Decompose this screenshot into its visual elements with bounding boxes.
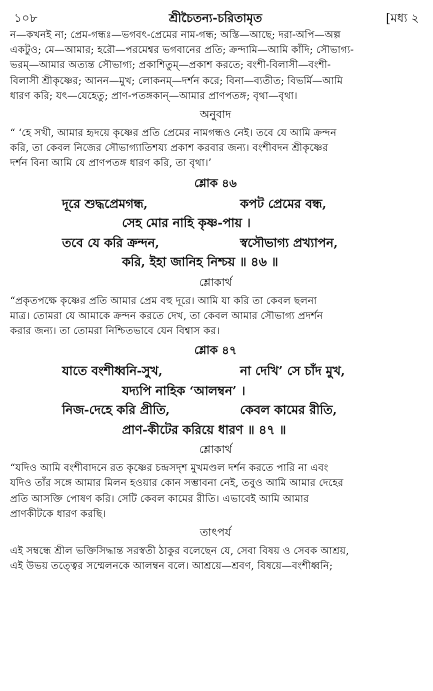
anubad-line: করি, তা কেবল নিজের সৌভাগ্যাতিশয্য প্রকাশ করবার জন্য। বংশীবদন শ্রীকৃষ্ণের bbox=[10, 143, 329, 155]
word-meanings bbox=[10, 28, 421, 104]
verse-line: স্বসৌভাগ্য প্রখ্যাপন, bbox=[240, 234, 338, 250]
translation-line: মাত্র। তোমরা যে আমাকে ক্রন্দন করতে দেখ, তা কেবল আমার সৌভাগ্য প্রদর্শন bbox=[10, 310, 323, 322]
anubad-heading: অনুবাদ bbox=[199, 108, 232, 122]
verse-line: প্রাণ-কীটের করিয়ে ধারণ ॥ ৪৭ ॥ bbox=[122, 421, 287, 437]
anubad-line: “ ‘হে সখী, আমার হৃদয়ে কৃষ্ণের প্রতি প্রেমের নামগন্ধও নেই। তবে যে আমি ক্রন্দন bbox=[10, 128, 337, 140]
translation-line: প্রাণকীটকে ধারণ করছি। bbox=[10, 508, 106, 520]
verse-line: দূরে শুদ্ধপ্রেমগন্ধ, bbox=[62, 195, 148, 211]
shloka-47-verse bbox=[10, 361, 421, 439]
section-label: [মধ্য ২ bbox=[385, 11, 419, 25]
word-meaning-line: ধারণ করি; যৎ—যেহেতু; প্রাণ-পতঙ্গকান্—আমার প্রাণপতঙ্গ; বৃথা—বৃথা। bbox=[10, 90, 298, 102]
verse-line: না দেখি’ সে চাঁদ মুখ, bbox=[240, 363, 346, 379]
translation-line: প্রতি আসক্তি পোষণ করি। সেটি কেবল কামের রীতি। এভাবেই আমি আমার bbox=[10, 493, 309, 505]
translation-line: “যদিও আমি বংশীবাদনে রত কৃষ্ণের চন্দ্রসদৃশ মুখমণ্ডল দর্শন করতে পারি না এবং bbox=[10, 463, 329, 475]
verse-line: সেহ মোর নাহি কৃষ্ণ-পায় । bbox=[122, 215, 251, 231]
shloka-47-heading: শ্লোক ৪৭ bbox=[194, 343, 237, 358]
verse-line: কেবল কামের রীতি, bbox=[240, 402, 337, 418]
verse-line: যাতে বংশীধ্বনি-সুখ, bbox=[62, 363, 163, 379]
shlokartha-46-text bbox=[10, 294, 421, 340]
word-meaning-line: ন—কখনই না; প্রেম-গন্ধঃ—ভগবৎ-প্রেমের নাম-গন্ধ; অস্তি—আছে; দরা-অপি—অল্প bbox=[10, 30, 341, 41]
anubad-line: দর্শন বিনা আমি যে প্রাণপতঙ্গ ধারণ করি, তা বৃথা।’ bbox=[10, 158, 212, 170]
translation-line: “প্রকৃতপক্ষে কৃষ্ণের প্রতি আমার প্রেম বহু দূরে। আমি যা করি তা কেবল ছলনা bbox=[10, 295, 317, 307]
shlokartha-47-heading: শ্লোকার্থ bbox=[199, 443, 232, 457]
word-meaning-line: ভরম্—আমার অত্যন্ত সৌভাগ্য; প্রকাশিতুম্—প্রকাশ করতে; বংশী-বিলাসী—বংশী- bbox=[10, 60, 331, 72]
anubad-text bbox=[10, 126, 421, 172]
page-number: ১০৮ bbox=[14, 11, 38, 25]
word-meaning-line: একটুও; মে—আমার; হরৌ—পরমেশ্বর ভগবানের প্রতি; ক্রন্দামি—আমি কাঁদি; সৌভাগ্য- bbox=[10, 45, 354, 57]
translation-line: যদিও তাঁর সঙ্গে আমার মিলন হওয়ার কোন সম্ভাবনা নেই, তবুও আমি আমার দেহের bbox=[10, 478, 344, 490]
verse-line: কপট প্রেমের বন্ধ, bbox=[240, 195, 327, 211]
shlokartha-46-heading: শ্লোকার্থ bbox=[199, 275, 232, 289]
tatparya-text bbox=[10, 544, 421, 574]
shloka-46-verse bbox=[10, 194, 421, 272]
page-header bbox=[10, 6, 421, 28]
purport-line: এই উভয় তত্ত্বের সম্মেলনকে আলম্বন বলে। আশ্রয়ে—শ্রবণ, বিষয়ে—বংশীধ্বনি; bbox=[10, 561, 333, 573]
shloka-46-heading: শ্লোক ৪৬ bbox=[194, 175, 237, 190]
word-meaning-line: বিলাসী শ্রীকৃষ্ণের; আনন—মুখ; লোকনম্—দর্শন করে; বিনা—ব্যতীত; বিভর্মি—আমি bbox=[10, 75, 343, 87]
shlokartha-47-text bbox=[10, 461, 421, 522]
translation-line: করার জন্য। তা তোমরা নিশ্চিতভাবে যেন বিশ্বাস কর। bbox=[10, 326, 220, 338]
verse-line: যদ্যপি নাহিক ‘আলম্বন’ । bbox=[122, 382, 246, 398]
verse-line: করি, ইহা জানিহ নিশ্চয় ॥ ৪৬ ॥ bbox=[122, 254, 279, 270]
running-title: শ্রীচৈতন্য-চরিতামৃত bbox=[168, 11, 263, 25]
purport-line: এই সম্বন্ধে শ্রীল ভক্তিসিদ্ধান্ত সরস্বতী ঠাকুর বলেছেন যে, সেবা বিষয় ও সেবক আশ্রয়, bbox=[10, 546, 350, 558]
verse-line: তবে যে করি ক্রন্দন, bbox=[62, 234, 160, 250]
tatparya-heading: তাৎপর্য bbox=[199, 526, 232, 540]
verse-line: নিজ-দেহে করি প্রীতি, bbox=[62, 402, 170, 418]
